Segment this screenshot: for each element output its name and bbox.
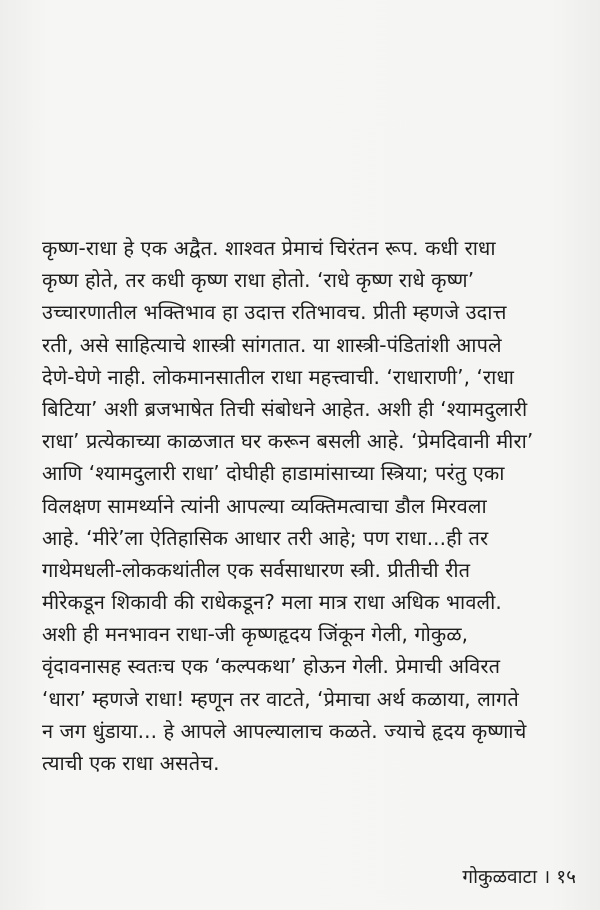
text-line: वृंदावनासह स्वतःच एक ‘कल्पकथा’ होऊन गेली. प्रेमाची अविरत [42, 654, 501, 679]
page-footer [462, 862, 576, 892]
text-line: आहे. ‘मीरे’ला ऐतिहासिक आधार तरी आहे; पण राधा...ही तर [42, 525, 489, 550]
text-line: न जग धुंडाया... हे आपले आपल्यालाच कळते. ज्याचे हृदय कृष्णाचे [42, 718, 527, 743]
text-line: देणे-घेणे नाही. लोकमानसातील राधा महत्त्वाची. ‘राधाराणी’, ‘राधा [42, 364, 515, 389]
text-line: उच्चारणातील भक्तिभाव हा उदात्त रतिभावच. प्रीती म्हणजे उदात्त [42, 300, 507, 325]
text-line: राधा’ प्रत्येकाच्या काळजात घर करून बसली आहे. ‘प्रेमदिवानी मीरा’ [42, 429, 534, 454]
text-line: गाथेमधली-लोककथांतील एक सर्वसाधारण स्त्री. प्रीतीची रीत [42, 557, 471, 582]
book-title: गोकुळवाटा [462, 866, 538, 888]
text-line: ‘धारा’ म्हणजे राधा! म्हणून तर वाटते, ‘प्रेमाचा अर्थ कळाया, लागते [42, 686, 519, 711]
text-line: रती, असे साहित्याचे शास्त्री सांगतात. या शास्त्री-पंडितांशी आपले [42, 332, 502, 357]
text-line: कृष्ण-राधा हे एक अद्वैत. शाश्वत प्रेमाचं चिरंतन रूप. कधी राधा [42, 236, 496, 260]
text-line: त्याची एक राधा असतेच. [42, 751, 220, 775]
text-line: अशी ही मनभावन राधा-जी कृष्णहृदय जिंकून गेली, गोकुळ, [42, 622, 469, 647]
text-line: मीरेकडून शिकावी की राधेकडून? मला मात्र राधा अधिक भावली. [42, 590, 502, 615]
text-line: बिटिया’ अशी ब्रजभाषेत तिची संबोधने आहेत. अशी ही ‘श्यामदुलारी [42, 396, 528, 421]
body-paragraph [42, 232, 582, 779]
text-line: विलक्षण सामर्थ्याने त्यांनी आपल्या व्यक्तिमत्वाचा डौल मिरवला [42, 493, 487, 518]
page-number: १५ [556, 866, 576, 888]
text-line: आणि ‘श्यामदुलारी राधा’ दोघीही हाडामांसाच्या स्त्रिया; परंतु एका [42, 461, 505, 486]
footer-separator: । [543, 866, 551, 888]
text-line: कृष्ण होते, तर कधी कृष्ण राधा होतो. ‘राधे कृष्ण राधे कृष्ण’ [42, 268, 475, 293]
